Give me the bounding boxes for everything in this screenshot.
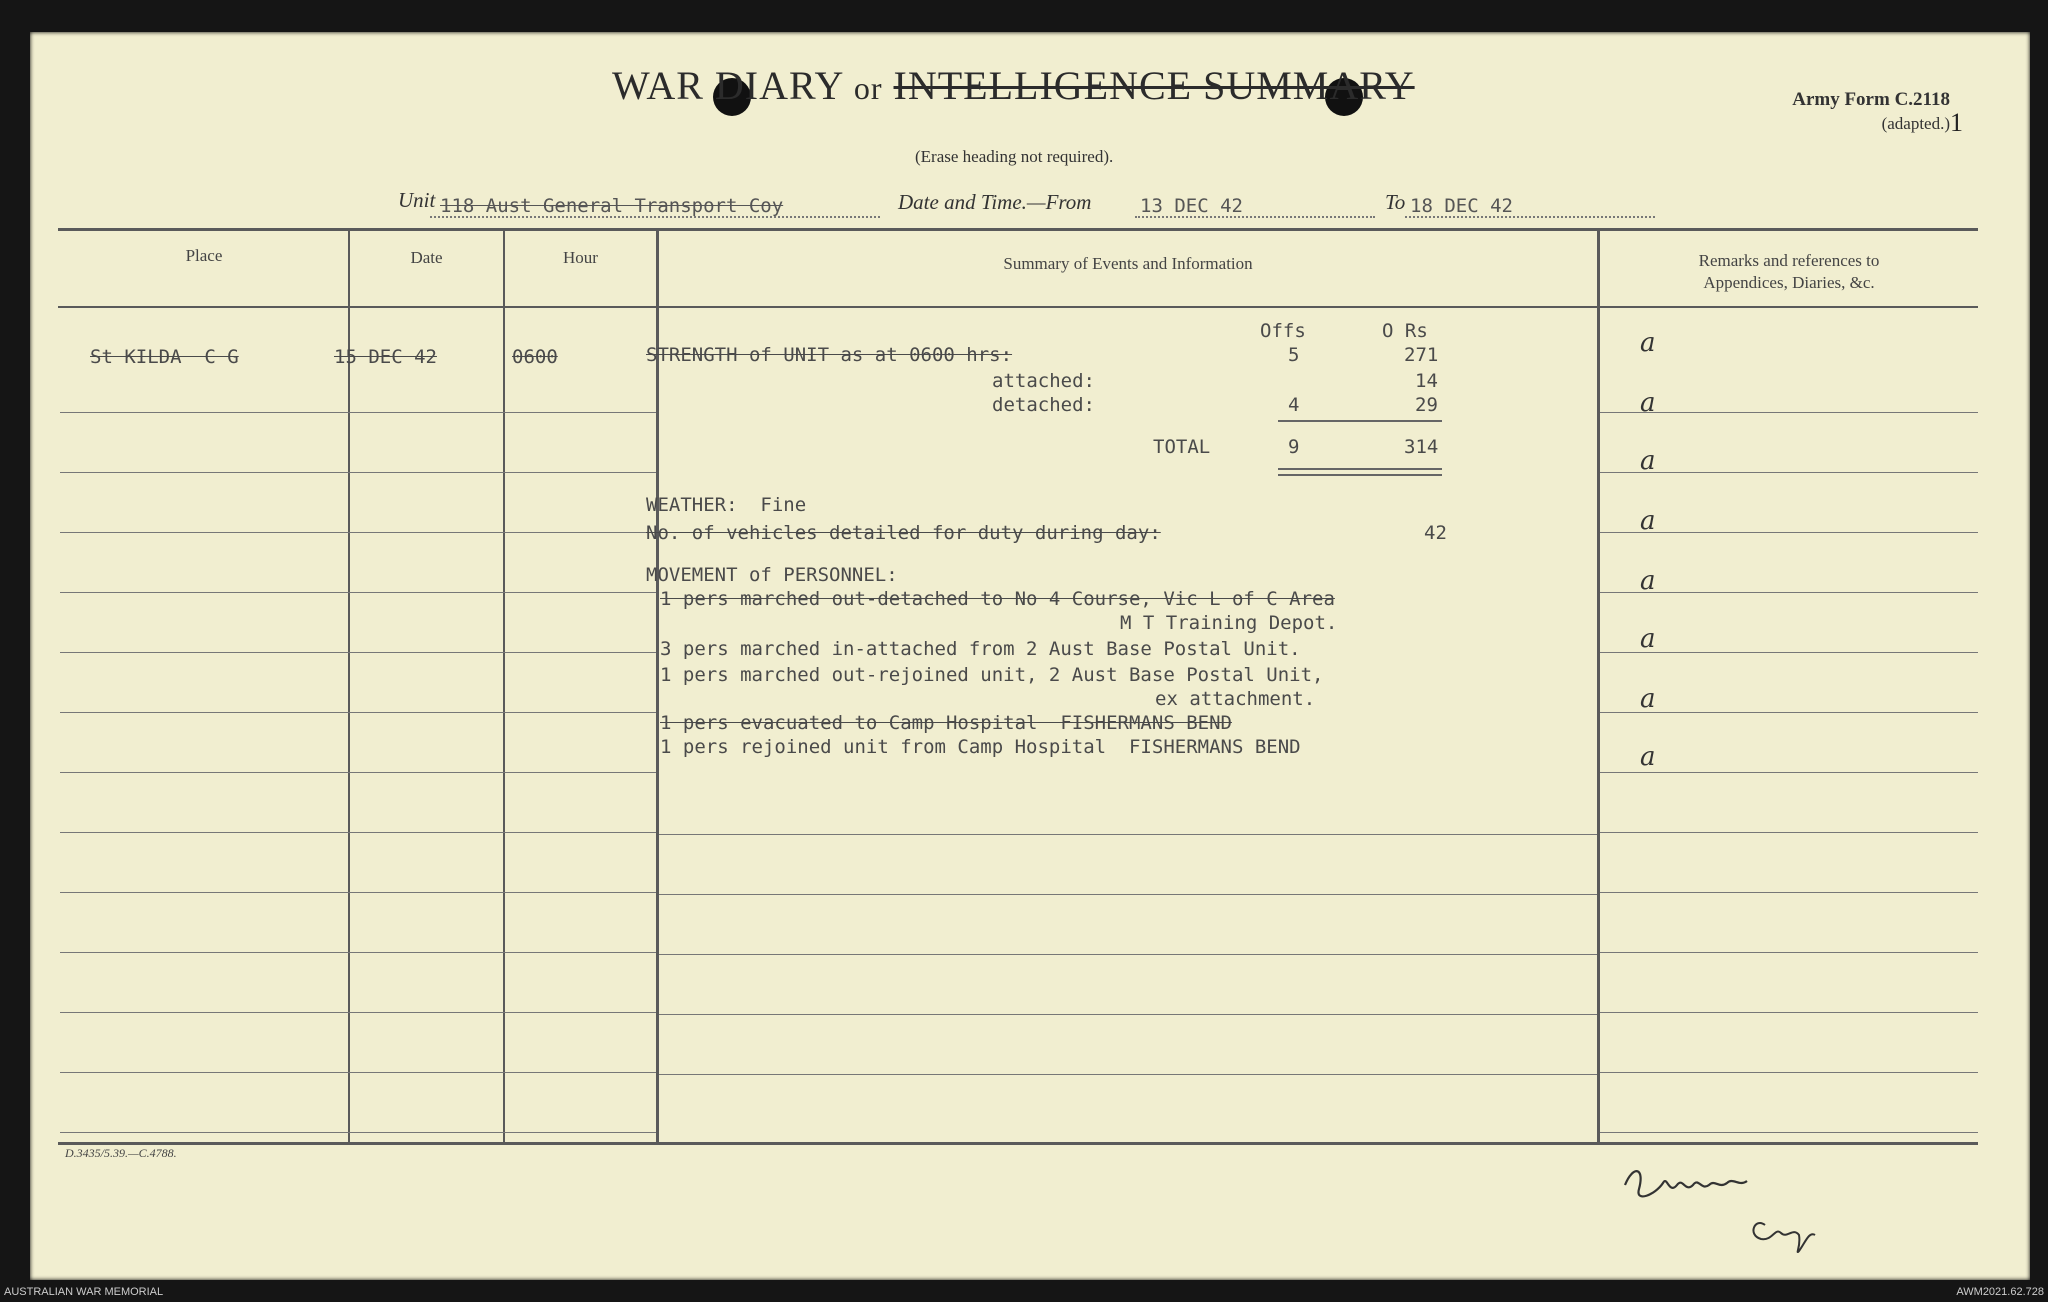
total-label: TOTAL bbox=[1153, 436, 1211, 458]
movement-line: ex attachment. bbox=[1155, 688, 1316, 710]
header-rule bbox=[58, 306, 1978, 308]
to-dotted-line bbox=[1405, 216, 1655, 218]
from-dotted-line bbox=[1135, 216, 1375, 218]
row-rule-left bbox=[60, 1012, 656, 1013]
row-rule-left bbox=[60, 832, 656, 833]
row-rule-left bbox=[60, 712, 656, 713]
row-rule-left bbox=[60, 1132, 656, 1133]
row-rule-left bbox=[60, 892, 656, 893]
row-rule-left bbox=[60, 412, 656, 413]
title-war-diary: WAR DIARY bbox=[612, 63, 843, 108]
vehicles-label: No. of vehicles detailed for duty during day: bbox=[646, 522, 1161, 544]
column-header-date: Date bbox=[410, 248, 443, 267]
movement-line: 1 pers evacuated to Camp Hospital FISHERMANS BEND bbox=[660, 712, 1232, 734]
row-rule-left bbox=[60, 652, 656, 653]
strength-ors: 271 bbox=[1404, 344, 1439, 366]
row-rule-remarks bbox=[1600, 952, 1978, 953]
strength-offs: 5 bbox=[1288, 344, 1300, 366]
print-code: D.3435/5.39.—C.4788. bbox=[65, 1146, 177, 1160]
attached-ors: 14 bbox=[1415, 370, 1438, 392]
army-form-number: Army Form C.2118 bbox=[1792, 89, 1950, 110]
row-rule-remarks bbox=[1600, 892, 1978, 893]
row-rule-remarks bbox=[1600, 712, 1978, 713]
total-double-rule bbox=[1278, 468, 1442, 470]
date-from: 13 DEC 42 bbox=[1140, 195, 1243, 217]
column-header-summary: Summary of Events and Information bbox=[1003, 254, 1253, 273]
movement-line: 1 pers marched out-rejoined unit, 2 Aust Base Postal Unit, bbox=[660, 664, 1324, 686]
row-rule-remarks bbox=[1600, 1132, 1978, 1133]
unit-dotted-line bbox=[430, 216, 880, 218]
row-rule-remarks bbox=[1600, 592, 1978, 593]
entry-date: 15 DEC 42 bbox=[334, 346, 437, 368]
row-rule-remarks bbox=[1600, 832, 1978, 833]
remarks-mark: a bbox=[1640, 742, 1656, 772]
total-offs: 9 bbox=[1288, 436, 1300, 458]
row-rule-remarks bbox=[1600, 772, 1978, 773]
row-rule-left bbox=[60, 1072, 656, 1073]
subtotal-rule bbox=[1278, 420, 1442, 422]
col-ors-label: O Rs bbox=[1382, 320, 1428, 342]
table-bottom-rule bbox=[58, 1142, 1978, 1145]
remarks-mark: a bbox=[1640, 624, 1656, 654]
row-rule-left bbox=[60, 532, 656, 533]
weather-line: WEATHER: Fine bbox=[646, 494, 807, 516]
row-rule-remarks bbox=[1600, 412, 1978, 413]
date-label: Date and Time.—From bbox=[898, 190, 1092, 214]
army-form-label bbox=[1760, 88, 1950, 136]
attached-label: attached: bbox=[992, 370, 1095, 392]
movement-heading: MOVEMENT of PERSONNEL: bbox=[646, 564, 898, 586]
movement-line: 1 pers rejoined unit from Camp Hospital FISHERMANS BEND bbox=[660, 736, 1301, 758]
vehicles-value: 42 bbox=[1424, 522, 1447, 544]
row-rule-summary bbox=[659, 1074, 1597, 1075]
page-number: 1 bbox=[1950, 108, 1963, 137]
row-rule-summary bbox=[659, 894, 1597, 895]
unit-label: Unit bbox=[398, 188, 436, 212]
remarks-mark: a bbox=[1640, 446, 1656, 476]
to-label: To bbox=[1385, 190, 1406, 214]
detached-label: detached: bbox=[992, 394, 1095, 416]
row-rule-remarks bbox=[1600, 652, 1978, 653]
row-rule-remarks bbox=[1600, 532, 1978, 533]
date-to: 18 DEC 42 bbox=[1410, 195, 1513, 217]
table-top-rule bbox=[58, 228, 1978, 231]
row-rule-left bbox=[60, 772, 656, 773]
remarks-mark: a bbox=[1640, 684, 1656, 714]
movement-line: M T Training Depot. bbox=[1120, 612, 1338, 634]
remarks-mark: a bbox=[1640, 388, 1656, 418]
remarks-mark: a bbox=[1640, 506, 1656, 536]
row-rule-summary bbox=[659, 1014, 1597, 1015]
footer-credit-right: AWM2021.62.728 bbox=[1956, 1286, 2044, 1298]
column-header-remarks: Remarks and references to Appendices, Diaries, &c. bbox=[1698, 251, 1880, 292]
col-divider bbox=[503, 228, 505, 1144]
row-rule-summary bbox=[659, 954, 1597, 955]
remarks-mark: a bbox=[1640, 566, 1656, 596]
row-rule-left bbox=[60, 472, 656, 473]
total-ors: 314 bbox=[1404, 436, 1439, 458]
column-header-place: Place bbox=[185, 246, 223, 265]
column-header-hour: Hour bbox=[563, 248, 598, 267]
handwritten-signature bbox=[1615, 1155, 1875, 1255]
movement-line: 3 pers marched in-attached from 2 Aust Base Postal Unit. bbox=[660, 638, 1301, 660]
unit-value: 118 Aust General Transport Coy bbox=[440, 195, 784, 217]
row-rule-summary bbox=[659, 834, 1597, 835]
footer-credit-left: AUSTRALIAN WAR MEMORIAL bbox=[4, 1286, 164, 1298]
remarks-mark: a bbox=[1640, 328, 1656, 358]
detached-ors: 29 bbox=[1415, 394, 1438, 416]
col-offs-label: Offs bbox=[1260, 320, 1306, 342]
row-rule-remarks bbox=[1600, 1072, 1978, 1073]
row-rule-remarks bbox=[1600, 1012, 1978, 1013]
row-rule-left bbox=[60, 952, 656, 953]
form-title bbox=[612, 62, 1415, 109]
erase-note: (Erase heading not required). bbox=[915, 147, 1114, 166]
col-divider bbox=[1597, 228, 1600, 1144]
movement-line: 1 pers marched out-detached to No 4 Course, Vic L of C Area bbox=[660, 588, 1335, 610]
entry-hour: 0600 bbox=[512, 346, 558, 368]
army-form-adapted: (adapted.) bbox=[1881, 114, 1950, 133]
strength-heading: STRENGTH of UNIT as at 0600 hrs: bbox=[646, 344, 1013, 366]
row-rule-left bbox=[60, 592, 656, 593]
entry-place: St KILDA C G bbox=[90, 346, 239, 368]
title-or: or bbox=[853, 70, 883, 106]
total-double-rule bbox=[1278, 474, 1442, 476]
detached-offs: 4 bbox=[1288, 394, 1300, 416]
row-rule-remarks bbox=[1600, 472, 1978, 473]
title-intelligence-summary-struck: INTELLIGENCE SUMMARY bbox=[893, 63, 1415, 108]
